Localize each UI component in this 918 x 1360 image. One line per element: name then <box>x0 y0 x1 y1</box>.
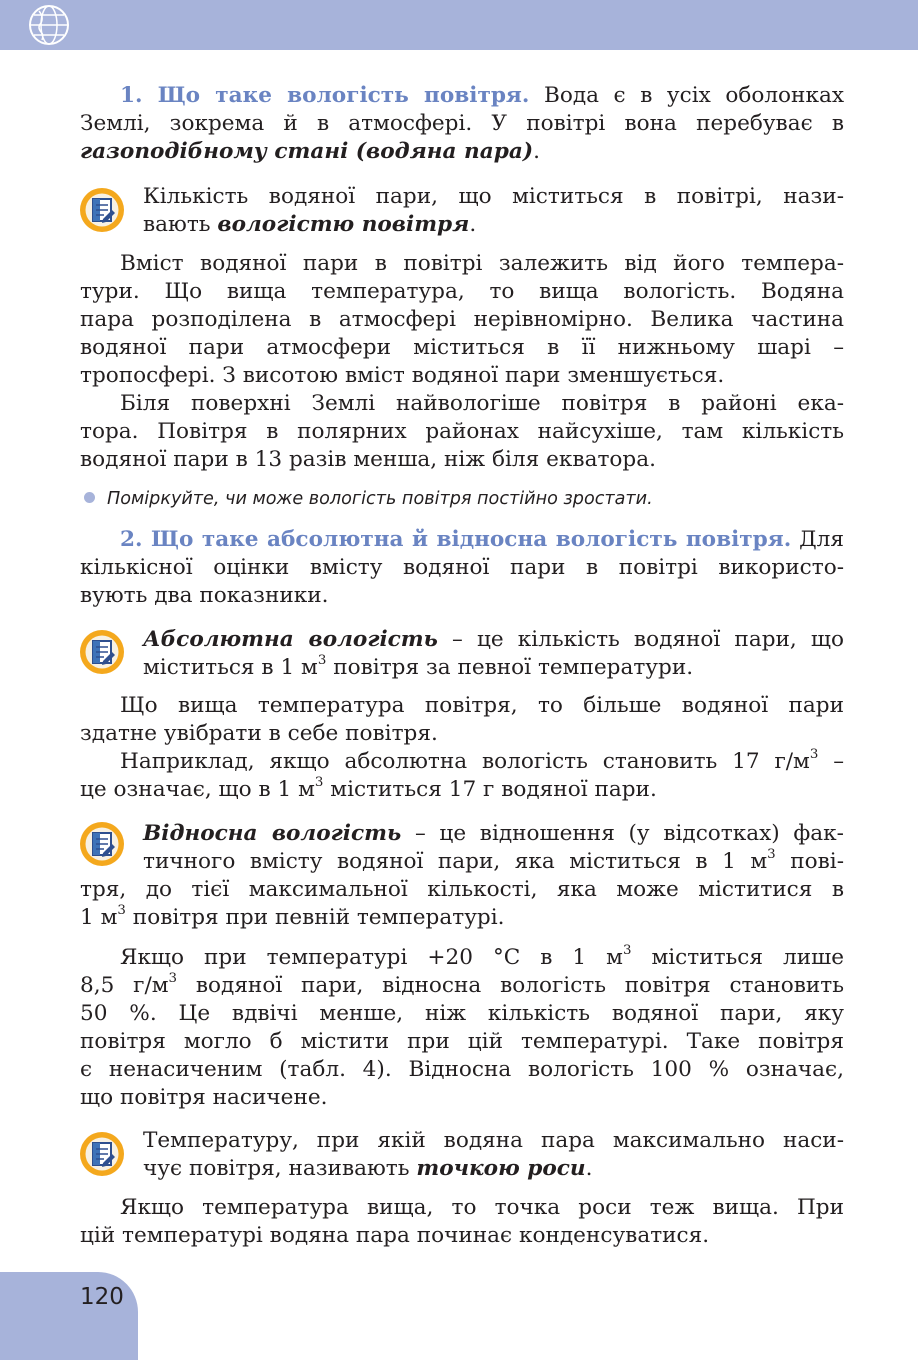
paragraph-line: цій температурі водяна пара починає конденсуватися. <box>80 1223 710 1248</box>
section-1-line: 1. Що таке вологість повітря. Вода є в усіх оболонках <box>120 83 844 108</box>
bullet-dot <box>84 492 95 503</box>
paragraph-line: тропосфері. З висотою вміст водяної пари зменшується. <box>80 363 725 388</box>
header-bar <box>0 0 918 50</box>
paragraph-line: 50 %. Це вдвічі менше, ніж кількість водяної пари, яку <box>80 1001 844 1026</box>
section-2-heading: 2. Що таке абсолютна й відносна вологість повітря. <box>120 527 792 552</box>
paragraph-line: Біля поверхні Землі найвологіше повітря в районі ека- <box>120 391 844 416</box>
definition-term: вологістю повітря <box>217 212 470 237</box>
section-2-line: 2. Що таке абсолютна й відносна вологість повітря. Для <box>120 527 844 552</box>
definition-term: Відносна вологість <box>143 821 402 846</box>
paragraph-line: тора. Повітря в полярних районах найсухіше, там кількість <box>80 419 844 444</box>
paragraph-line: 8,5 $г/м^3$ водяної пари, відносна вологість повітря становить <box>80 970 844 998</box>
notebook-definition-icon <box>78 1130 126 1178</box>
paragraph-line: водяної пари атмосфери міститься в її нижньому шарі – <box>80 335 844 360</box>
definition-line: міститься в 1 $м^3$ повітря за певної температури. <box>143 652 694 680</box>
paragraph-line: Що вища температура повітря, то більше водяної пари <box>120 693 844 718</box>
section-1-heading: 1. Що таке вологість повітря. <box>120 83 530 108</box>
notebook-definition-icon <box>78 820 126 868</box>
paragraph-line: Якщо при температурі +20 °С в 1 $м^3$ міститься лише <box>120 942 844 970</box>
notebook-definition-icon <box>78 628 126 676</box>
section-1-line: Землі, зокрема й в атмосфері. У повітрі вона перебуває в <box>80 111 844 136</box>
section-1-line: газоподібному стані (водяна пара). <box>80 139 540 164</box>
section-2-line: вують два показники. <box>80 583 329 608</box>
definition-line: 1 $м^3$ повітря при певній температурі. <box>80 902 505 930</box>
paragraph-line: повітря могло б містити при цій температурі. Таке повітря <box>80 1029 844 1054</box>
definition-line: Кількість водяної пари, що міститься в повітрі, нази- <box>143 184 844 209</box>
paragraph-line: Якщо температура вища, то точка роси теж вища. При <box>120 1195 844 1220</box>
definition-line: Відносна вологість – це відношення (у відсотках) фак- <box>143 821 844 846</box>
paragraph-line: це означає, що в 1 $м^3$ міститься 17 г водяної пари. <box>80 774 657 802</box>
paragraph-line: Вміст водяної пари в повітрі залежить від його темпера- <box>120 251 844 276</box>
paragraph-line: пара розподілена в атмосфері нерівномірно. Велика частина <box>80 307 844 332</box>
definition-term: Абсолютна вологість <box>143 627 438 652</box>
definition-line: Абсолютна вологість – це кількість водяної пари, що <box>143 627 844 652</box>
definition-line: вають вологістю повітря. <box>143 212 477 237</box>
paragraph-line: тури. Що вища температура, то вища вологість. Водяна <box>80 279 844 304</box>
definition-line: Температуру, при якій водяна пара максимально наси- <box>143 1128 844 1153</box>
emphasis-term: газоподібному стані (водяна пара) <box>80 139 534 164</box>
think-question: Поміркуйте, чи може вологість повітря постійно зростати. <box>84 486 844 512</box>
definition-term: точкою роси <box>416 1156 586 1181</box>
definition-line: тря, до тієї максимальної кількості, яка може міститися в <box>80 877 844 902</box>
paragraph-line: є ненасиченим (табл. 4). Відносна вологість 100 % означає, <box>80 1057 844 1082</box>
globe-icon <box>27 3 71 47</box>
notebook-definition-icon <box>78 186 126 234</box>
paragraph-line: що повітря насичене. <box>80 1085 328 1110</box>
definition-line: чує повітря, називають точкою роси. <box>143 1156 593 1181</box>
definition-line: тичного вмісту водяної пари, яка міститься в 1 $м^3$ пові- <box>143 846 844 874</box>
paragraph-line: Наприклад, якщо абсолютна вологість становить 17 $г/м^3$ – <box>120 746 845 774</box>
paragraph-line: здатне увібрати в себе повітря. <box>80 721 438 746</box>
paragraph-line: водяної пари в 13 разів менша, ніж біля екватора. <box>80 447 656 472</box>
page-number: 120 <box>80 1284 124 1310</box>
section-2-line: кількісної оцінки вмісту водяної пари в повітрі використо- <box>80 555 844 580</box>
